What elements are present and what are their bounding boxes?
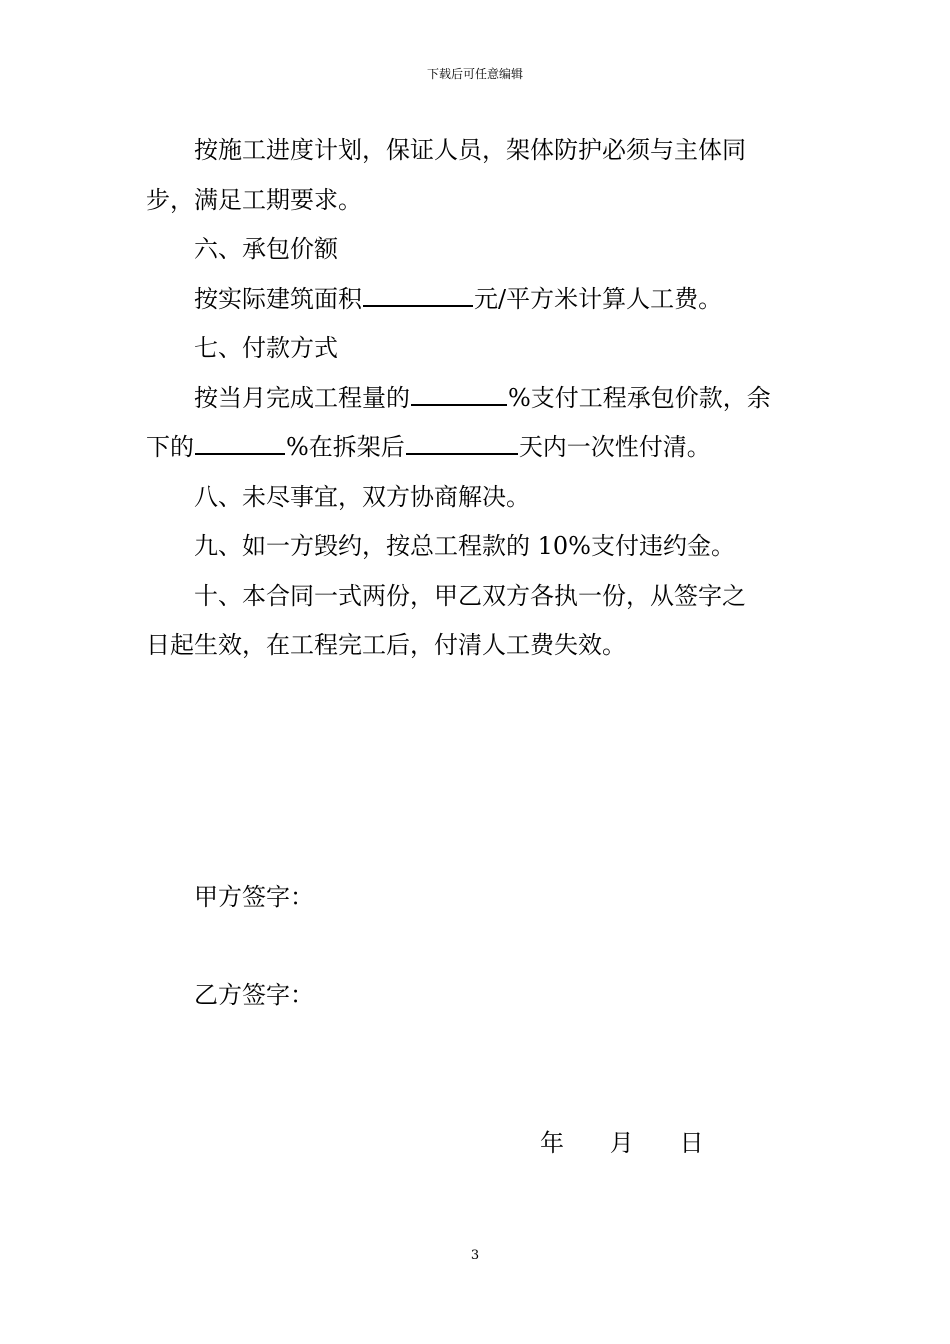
date-year: 年 <box>540 1129 564 1157</box>
signature-party-a: 甲方签字： <box>194 883 314 911</box>
section-10-line1: 十、本合同一式两份，甲乙双方各执一份，从签字之 <box>194 581 746 610</box>
contract-body <box>146 126 808 671</box>
paragraph-payment-line1 <box>146 374 808 424</box>
paragraph-payment-line2 <box>146 423 808 473</box>
payment-text-e: 天内一次性付清。 <box>518 433 711 461</box>
blank-percent-remaining <box>195 428 285 455</box>
date-day: 日 <box>679 1129 704 1157</box>
blank-days <box>406 428 518 455</box>
price-text-b: 元/平方米计算人工费。 <box>474 284 723 313</box>
section-9: 九、如一方毁约，按总工程款的 10%支付违约金。 <box>194 532 735 560</box>
paragraph-schedule-line2: 步，满足工期要求。 <box>146 185 362 214</box>
section-heading-6: 六、承包价额 <box>194 235 338 263</box>
date-line <box>540 1128 704 1158</box>
blank-percent-monthly <box>411 378 507 405</box>
section-heading-7: 七、付款方式 <box>194 334 338 362</box>
paragraph-price <box>146 275 808 325</box>
paragraph-schedule-line1: 按施工进度计划，保证人员，架体防护必须与主体同 <box>194 136 746 164</box>
page-number: 3 <box>470 1248 480 1263</box>
blank-area-price <box>363 279 473 306</box>
date-month: 月 <box>609 1129 634 1157</box>
section-10-line2: 日起生效，在工程完工后，付清人工费失效。 <box>146 631 626 659</box>
page-header: 下载后可任意编辑 <box>426 67 523 81</box>
section-8: 八、未尽事宜，双方协商解决。 <box>194 482 530 511</box>
payment-text-c: 下的 <box>146 433 194 461</box>
payment-text-b: %支付工程承包价款，余 <box>508 383 771 412</box>
price-text-a: 按实际建筑面积 <box>194 284 362 313</box>
payment-text-a: 按当月完成工程量的 <box>194 383 410 412</box>
signature-party-b: 乙方签字： <box>194 981 314 1009</box>
payment-text-d: %在拆架后 <box>286 433 405 461</box>
